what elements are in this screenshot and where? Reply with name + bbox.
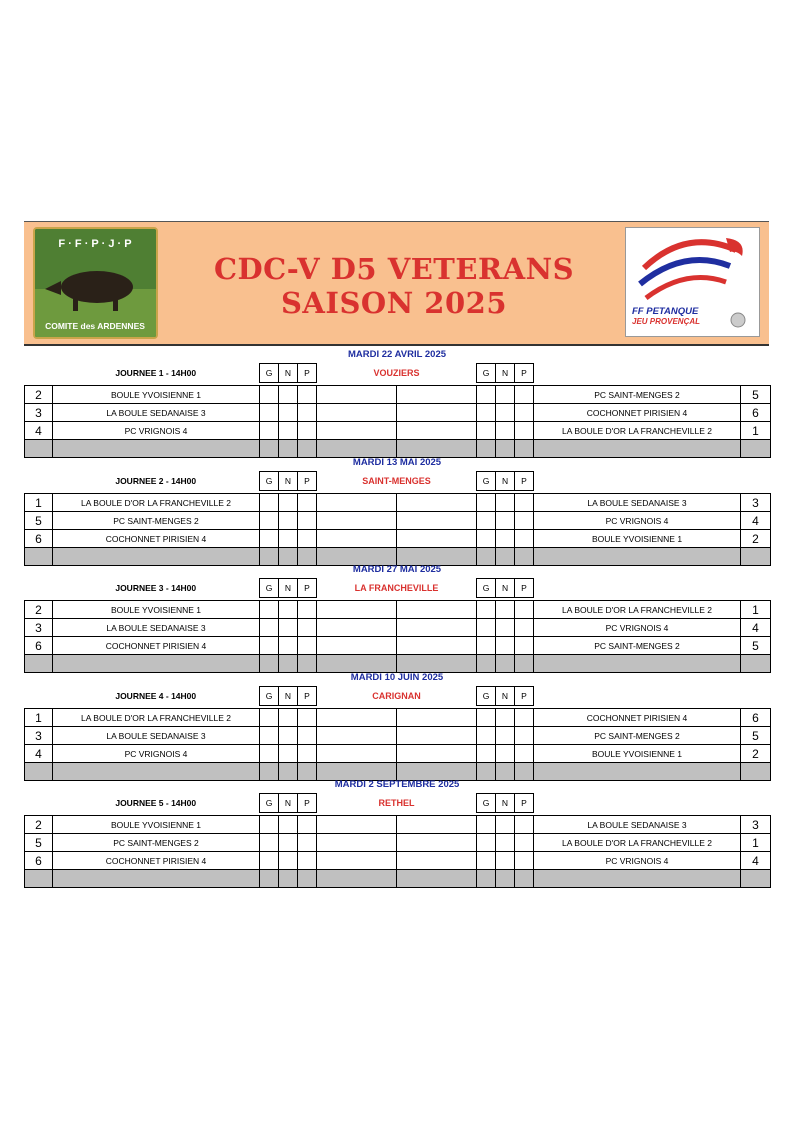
home-team-number: 1 bbox=[25, 709, 53, 727]
away-team-name: PC SAINT-MENGES 2 bbox=[534, 637, 741, 655]
away-p-cell[interactable] bbox=[515, 404, 534, 422]
home-n-cell[interactable] bbox=[279, 816, 298, 834]
home-team-number: 1 bbox=[25, 494, 53, 512]
away-team-number: 2 bbox=[741, 745, 771, 763]
home-team-name: COCHONNET PIRISIEN 4 bbox=[53, 637, 260, 655]
svg-text:FF PETANQUE: FF PETANQUE bbox=[632, 306, 699, 317]
journee-date: MARDI 13 MAI 2025 bbox=[352, 457, 442, 468]
home-score-cell[interactable] bbox=[317, 745, 397, 763]
total-cell bbox=[515, 870, 534, 888]
away-p-cell[interactable] bbox=[515, 619, 534, 637]
away-g-cell[interactable] bbox=[477, 422, 496, 440]
home-score-cell[interactable] bbox=[317, 494, 397, 512]
match-row bbox=[25, 404, 771, 422]
away-team-name: LA BOULE D'OR LA FRANCHEVILLE 2 bbox=[534, 601, 741, 619]
match-row bbox=[25, 852, 771, 870]
home-n-cell[interactable] bbox=[279, 852, 298, 870]
away-g-header: G bbox=[477, 687, 496, 706]
header-blank bbox=[25, 579, 53, 598]
home-p-cell[interactable] bbox=[298, 530, 317, 548]
total-cell bbox=[53, 870, 260, 888]
header-blank bbox=[25, 364, 53, 383]
home-p-header: P bbox=[298, 472, 317, 491]
away-g-cell[interactable] bbox=[477, 512, 496, 530]
away-n-header: N bbox=[496, 364, 515, 383]
header-blank bbox=[741, 472, 771, 491]
away-n-header: N bbox=[496, 579, 515, 598]
away-p-header: P bbox=[515, 687, 534, 706]
away-g-cell[interactable] bbox=[477, 727, 496, 745]
away-p-cell[interactable] bbox=[515, 727, 534, 745]
away-g-header: G bbox=[477, 579, 496, 598]
away-score-cell[interactable] bbox=[397, 386, 477, 404]
away-team-number: 3 bbox=[741, 494, 771, 512]
away-p-cell[interactable] bbox=[515, 512, 534, 530]
header-blank bbox=[25, 687, 53, 706]
away-score-cell[interactable] bbox=[397, 816, 477, 834]
match-row bbox=[25, 601, 771, 619]
away-team-name: PC VRIGNOIS 4 bbox=[534, 512, 741, 530]
home-team-name: LA BOULE D'OR LA FRANCHEVILLE 2 bbox=[53, 494, 260, 512]
away-team-number: 6 bbox=[741, 709, 771, 727]
away-score-cell[interactable] bbox=[397, 404, 477, 422]
home-team-name: LA BOULE SEDANAISE 3 bbox=[53, 619, 260, 637]
away-score-cell[interactable] bbox=[397, 530, 477, 548]
away-team-number: 3 bbox=[741, 816, 771, 834]
home-score-cell[interactable] bbox=[317, 530, 397, 548]
away-n-cell[interactable] bbox=[496, 512, 515, 530]
away-p-cell[interactable] bbox=[515, 386, 534, 404]
journee-section bbox=[24, 455, 770, 566]
header-blank bbox=[534, 364, 741, 383]
venue-label: RETHEL bbox=[378, 798, 415, 808]
journee-table bbox=[24, 471, 771, 566]
away-team-name: COCHONNET PIRISIEN 4 bbox=[534, 404, 741, 422]
home-team-name: LA BOULE D'OR LA FRANCHEVILLE 2 bbox=[53, 709, 260, 727]
away-n-header: N bbox=[496, 472, 515, 491]
header-blank bbox=[25, 794, 53, 813]
home-n-cell[interactable] bbox=[279, 745, 298, 763]
svg-text:COMITE des ARDENNES: COMITE des ARDENNES bbox=[45, 321, 145, 331]
journee-label: JOURNEE 1 - 14H00 bbox=[115, 368, 197, 378]
home-g-cell[interactable] bbox=[260, 386, 279, 404]
away-p-cell[interactable] bbox=[515, 494, 534, 512]
home-team-name: PC VRIGNOIS 4 bbox=[53, 422, 260, 440]
away-team-number: 4 bbox=[741, 619, 771, 637]
home-team-name: BOULE YVOISIENNE 1 bbox=[53, 601, 260, 619]
away-score-cell[interactable] bbox=[397, 852, 477, 870]
match-row bbox=[25, 422, 771, 440]
home-n-cell[interactable] bbox=[279, 404, 298, 422]
home-g-cell[interactable] bbox=[260, 637, 279, 655]
home-g-cell[interactable] bbox=[260, 619, 279, 637]
total-cell bbox=[25, 870, 53, 888]
home-team-name: PC VRIGNOIS 4 bbox=[53, 745, 260, 763]
home-team-name: PC SAINT-MENGES 2 bbox=[53, 834, 260, 852]
away-p-header: P bbox=[515, 579, 534, 598]
away-p-cell[interactable] bbox=[515, 709, 534, 727]
home-score-cell[interactable] bbox=[317, 422, 397, 440]
home-n-header: N bbox=[279, 794, 298, 813]
journee-date: MARDI 10 JUIN 2025 bbox=[350, 672, 444, 683]
away-n-cell[interactable] bbox=[496, 852, 515, 870]
away-g-cell[interactable] bbox=[477, 386, 496, 404]
home-p-header: P bbox=[298, 687, 317, 706]
boar-icon bbox=[61, 271, 133, 303]
home-g-header: G bbox=[260, 472, 279, 491]
home-team-name: COCHONNET PIRISIEN 4 bbox=[53, 852, 260, 870]
home-p-cell[interactable] bbox=[298, 637, 317, 655]
journee-date: MARDI 27 MAI 2025 bbox=[352, 564, 442, 575]
match-row bbox=[25, 745, 771, 763]
home-g-cell[interactable] bbox=[260, 404, 279, 422]
home-p-cell[interactable] bbox=[298, 745, 317, 763]
header-blank bbox=[741, 687, 771, 706]
home-team-name: LA BOULE SEDANAISE 3 bbox=[53, 404, 260, 422]
home-n-cell[interactable] bbox=[279, 601, 298, 619]
away-p-cell[interactable] bbox=[515, 852, 534, 870]
away-p-cell[interactable] bbox=[515, 530, 534, 548]
away-p-cell[interactable] bbox=[515, 637, 534, 655]
match-row bbox=[25, 637, 771, 655]
journee-date: MARDI 22 AVRIL 2025 bbox=[347, 349, 447, 360]
journee-section bbox=[24, 670, 770, 781]
venue-label: LA FRANCHEVILLE bbox=[354, 583, 439, 593]
journee-table bbox=[24, 686, 771, 781]
away-team-number: 1 bbox=[741, 601, 771, 619]
away-p-cell[interactable] bbox=[515, 745, 534, 763]
match-row bbox=[25, 709, 771, 727]
away-score-cell[interactable] bbox=[397, 619, 477, 637]
away-n-header: N bbox=[496, 794, 515, 813]
home-team-number: 6 bbox=[25, 852, 53, 870]
home-score-cell[interactable] bbox=[317, 404, 397, 422]
away-team-name: PC VRIGNOIS 4 bbox=[534, 619, 741, 637]
home-n-cell[interactable] bbox=[279, 727, 298, 745]
home-team-number: 3 bbox=[25, 619, 53, 637]
away-g-cell[interactable] bbox=[477, 852, 496, 870]
home-p-cell[interactable] bbox=[298, 619, 317, 637]
home-p-header: P bbox=[298, 794, 317, 813]
away-n-cell[interactable] bbox=[496, 637, 515, 655]
away-team-number: 1 bbox=[741, 422, 771, 440]
home-p-cell[interactable] bbox=[298, 727, 317, 745]
home-n-cell[interactable] bbox=[279, 386, 298, 404]
home-team-number: 3 bbox=[25, 404, 53, 422]
home-score-cell[interactable] bbox=[317, 619, 397, 637]
home-g-cell[interactable] bbox=[260, 709, 279, 727]
away-team-name: BOULE YVOISIENNE 1 bbox=[534, 530, 741, 548]
away-score-cell[interactable] bbox=[397, 745, 477, 763]
home-team-number: 4 bbox=[25, 745, 53, 763]
header-blank bbox=[741, 364, 771, 383]
home-n-cell[interactable] bbox=[279, 834, 298, 852]
home-team-name: BOULE YVOISIENNE 1 bbox=[53, 816, 260, 834]
home-g-cell[interactable] bbox=[260, 512, 279, 530]
away-n-cell[interactable] bbox=[496, 422, 515, 440]
home-n-cell[interactable] bbox=[279, 619, 298, 637]
home-p-cell[interactable] bbox=[298, 709, 317, 727]
header-blank bbox=[25, 472, 53, 491]
away-g-cell[interactable] bbox=[477, 709, 496, 727]
total-cell bbox=[397, 870, 477, 888]
match-row bbox=[25, 727, 771, 745]
away-team-number: 2 bbox=[741, 530, 771, 548]
header-blank bbox=[534, 579, 741, 598]
away-p-cell[interactable] bbox=[515, 422, 534, 440]
total-cell bbox=[477, 870, 496, 888]
away-p-header: P bbox=[515, 794, 534, 813]
ff-petanque-logo bbox=[625, 227, 760, 337]
home-team-number: 4 bbox=[25, 422, 53, 440]
journee-table bbox=[24, 578, 771, 673]
home-g-cell[interactable] bbox=[260, 530, 279, 548]
away-score-cell[interactable] bbox=[397, 494, 477, 512]
away-p-header: P bbox=[515, 472, 534, 491]
journee-label: JOURNEE 3 - 14H00 bbox=[115, 583, 197, 593]
away-p-cell[interactable] bbox=[515, 601, 534, 619]
home-n-header: N bbox=[279, 687, 298, 706]
home-score-cell[interactable] bbox=[317, 709, 397, 727]
match-row bbox=[25, 530, 771, 548]
home-p-cell[interactable] bbox=[298, 512, 317, 530]
document-header bbox=[24, 221, 769, 346]
away-team-number: 4 bbox=[741, 852, 771, 870]
home-score-cell[interactable] bbox=[317, 601, 397, 619]
journee-header-row bbox=[25, 472, 771, 491]
away-p-cell[interactable] bbox=[515, 834, 534, 852]
journee-header-row bbox=[25, 687, 771, 706]
away-score-cell[interactable] bbox=[397, 834, 477, 852]
away-team-name: PC VRIGNOIS 4 bbox=[534, 852, 741, 870]
away-team-number: 5 bbox=[741, 727, 771, 745]
home-p-header: P bbox=[298, 579, 317, 598]
venue-label: VOUZIERS bbox=[373, 368, 420, 378]
home-g-cell[interactable] bbox=[260, 745, 279, 763]
away-team-number: 5 bbox=[741, 637, 771, 655]
total-cell bbox=[279, 870, 298, 888]
home-team-number: 6 bbox=[25, 637, 53, 655]
away-n-cell[interactable] bbox=[496, 816, 515, 834]
home-team-name: PC SAINT-MENGES 2 bbox=[53, 512, 260, 530]
away-n-cell[interactable] bbox=[496, 619, 515, 637]
total-cell bbox=[496, 870, 515, 888]
away-score-cell[interactable] bbox=[397, 709, 477, 727]
away-score-cell[interactable] bbox=[397, 601, 477, 619]
svg-text:JEU PROVENÇAL: JEU PROVENÇAL bbox=[632, 317, 701, 326]
svg-text:F · F · P · J · P: F · F · P · J · P bbox=[58, 238, 132, 250]
home-team-number: 6 bbox=[25, 530, 53, 548]
home-g-cell[interactable] bbox=[260, 816, 279, 834]
home-n-cell[interactable] bbox=[279, 530, 298, 548]
away-n-cell[interactable] bbox=[496, 834, 515, 852]
away-g-cell[interactable] bbox=[477, 637, 496, 655]
journee-table bbox=[24, 363, 771, 458]
away-p-header: P bbox=[515, 364, 534, 383]
home-team-number: 2 bbox=[25, 601, 53, 619]
away-team-name: LA BOULE D'OR LA FRANCHEVILLE 2 bbox=[534, 422, 741, 440]
total-cell bbox=[317, 870, 397, 888]
away-score-cell[interactable] bbox=[397, 727, 477, 745]
home-team-number: 3 bbox=[25, 727, 53, 745]
away-team-name: LA BOULE D'OR LA FRANCHEVILLE 2 bbox=[534, 834, 741, 852]
home-g-header: G bbox=[260, 794, 279, 813]
home-g-header: G bbox=[260, 579, 279, 598]
home-p-cell[interactable] bbox=[298, 404, 317, 422]
header-blank bbox=[741, 794, 771, 813]
away-score-cell[interactable] bbox=[397, 637, 477, 655]
boule-icon bbox=[731, 313, 745, 327]
away-g-cell[interactable] bbox=[477, 619, 496, 637]
home-p-cell[interactable] bbox=[298, 816, 317, 834]
home-team-number: 2 bbox=[25, 816, 53, 834]
home-g-header: G bbox=[260, 687, 279, 706]
home-g-cell[interactable] bbox=[260, 852, 279, 870]
home-team-number: 2 bbox=[25, 386, 53, 404]
header-blank bbox=[534, 472, 741, 491]
match-row bbox=[25, 834, 771, 852]
home-n-header: N bbox=[279, 472, 298, 491]
away-g-cell[interactable] bbox=[477, 745, 496, 763]
away-n-cell[interactable] bbox=[496, 727, 515, 745]
journee-date: MARDI 2 SEPTEMBRE 2025 bbox=[334, 779, 460, 790]
away-g-cell[interactable] bbox=[477, 530, 496, 548]
home-p-cell[interactable] bbox=[298, 386, 317, 404]
away-n-cell[interactable] bbox=[496, 386, 515, 404]
home-score-cell[interactable] bbox=[317, 386, 397, 404]
away-n-cell[interactable] bbox=[496, 709, 515, 727]
away-n-cell[interactable] bbox=[496, 601, 515, 619]
match-row bbox=[25, 619, 771, 637]
away-g-cell[interactable] bbox=[477, 494, 496, 512]
home-g-cell[interactable] bbox=[260, 834, 279, 852]
total-cell bbox=[298, 870, 317, 888]
home-score-cell[interactable] bbox=[317, 816, 397, 834]
home-n-cell[interactable] bbox=[279, 494, 298, 512]
away-score-cell[interactable] bbox=[397, 512, 477, 530]
page-title: CDC-V D5 VETERANS bbox=[213, 252, 575, 286]
away-n-cell[interactable] bbox=[496, 745, 515, 763]
home-p-cell[interactable] bbox=[298, 422, 317, 440]
away-score-cell[interactable] bbox=[397, 422, 477, 440]
away-g-cell[interactable] bbox=[477, 816, 496, 834]
match-row bbox=[25, 494, 771, 512]
journee-label: JOURNEE 2 - 14H00 bbox=[115, 476, 197, 486]
away-p-cell[interactable] bbox=[515, 816, 534, 834]
away-team-number: 6 bbox=[741, 404, 771, 422]
journee-header-row bbox=[25, 794, 771, 813]
away-g-cell[interactable] bbox=[477, 601, 496, 619]
home-p-cell[interactable] bbox=[298, 834, 317, 852]
journee-label: JOURNEE 4 - 14H00 bbox=[115, 691, 197, 701]
journee-section bbox=[24, 347, 770, 458]
match-row bbox=[25, 512, 771, 530]
journee-header-row bbox=[25, 364, 771, 383]
home-n-cell[interactable] bbox=[279, 709, 298, 727]
home-g-header: G bbox=[260, 364, 279, 383]
home-p-cell[interactable] bbox=[298, 494, 317, 512]
home-score-cell[interactable] bbox=[317, 727, 397, 745]
total-cell bbox=[260, 870, 279, 888]
home-g-cell[interactable] bbox=[260, 422, 279, 440]
home-score-cell[interactable] bbox=[317, 637, 397, 655]
away-team-name: LA BOULE SEDANAISE 3 bbox=[534, 816, 741, 834]
away-n-cell[interactable] bbox=[496, 404, 515, 422]
total-cell bbox=[534, 870, 741, 888]
home-g-cell[interactable] bbox=[260, 727, 279, 745]
home-g-cell[interactable] bbox=[260, 601, 279, 619]
home-n-header: N bbox=[279, 364, 298, 383]
home-team-name: BOULE YVOISIENNE 1 bbox=[53, 386, 260, 404]
home-team-name: COCHONNET PIRISIEN 4 bbox=[53, 530, 260, 548]
match-row bbox=[25, 816, 771, 834]
journee-section bbox=[24, 777, 770, 888]
away-team-number: 1 bbox=[741, 834, 771, 852]
away-g-cell[interactable] bbox=[477, 834, 496, 852]
journee-label: JOURNEE 5 - 14H00 bbox=[115, 798, 197, 808]
page-subtitle: SAISON 2025 bbox=[280, 286, 508, 320]
header-blank bbox=[741, 579, 771, 598]
match-row bbox=[25, 386, 771, 404]
home-n-cell[interactable] bbox=[279, 637, 298, 655]
home-p-cell[interactable] bbox=[298, 852, 317, 870]
home-p-cell[interactable] bbox=[298, 601, 317, 619]
journee-table bbox=[24, 793, 771, 888]
away-g-cell[interactable] bbox=[477, 404, 496, 422]
away-n-header: N bbox=[496, 687, 515, 706]
home-team-number: 5 bbox=[25, 834, 53, 852]
comite-ardennes-logo bbox=[33, 227, 158, 339]
home-n-cell[interactable] bbox=[279, 512, 298, 530]
header-blank bbox=[534, 687, 741, 706]
away-g-header: G bbox=[477, 794, 496, 813]
home-n-cell[interactable] bbox=[279, 422, 298, 440]
away-n-cell[interactable] bbox=[496, 530, 515, 548]
header-blank bbox=[534, 794, 741, 813]
away-team-name: PC SAINT-MENGES 2 bbox=[534, 386, 741, 404]
total-cell bbox=[741, 870, 771, 888]
journee-section bbox=[24, 562, 770, 673]
home-score-cell[interactable] bbox=[317, 852, 397, 870]
away-team-name: LA BOULE SEDANAISE 3 bbox=[534, 494, 741, 512]
home-score-cell[interactable] bbox=[317, 834, 397, 852]
away-team-name: PC SAINT-MENGES 2 bbox=[534, 727, 741, 745]
home-score-cell[interactable] bbox=[317, 512, 397, 530]
away-team-name: BOULE YVOISIENNE 1 bbox=[534, 745, 741, 763]
away-team-name: COCHONNET PIRISIEN 4 bbox=[534, 709, 741, 727]
journee-header-row bbox=[25, 579, 771, 598]
away-team-number: 4 bbox=[741, 512, 771, 530]
venue-label: SAINT-MENGES bbox=[362, 476, 431, 486]
home-g-cell[interactable] bbox=[260, 494, 279, 512]
home-p-header: P bbox=[298, 364, 317, 383]
home-team-name: LA BOULE SEDANAISE 3 bbox=[53, 727, 260, 745]
venue-label: CARIGNAN bbox=[372, 691, 421, 701]
home-team-number: 5 bbox=[25, 512, 53, 530]
away-g-header: G bbox=[477, 364, 496, 383]
away-n-cell[interactable] bbox=[496, 494, 515, 512]
away-team-number: 5 bbox=[741, 386, 771, 404]
home-n-header: N bbox=[279, 579, 298, 598]
away-g-header: G bbox=[477, 472, 496, 491]
total-row bbox=[25, 870, 771, 888]
